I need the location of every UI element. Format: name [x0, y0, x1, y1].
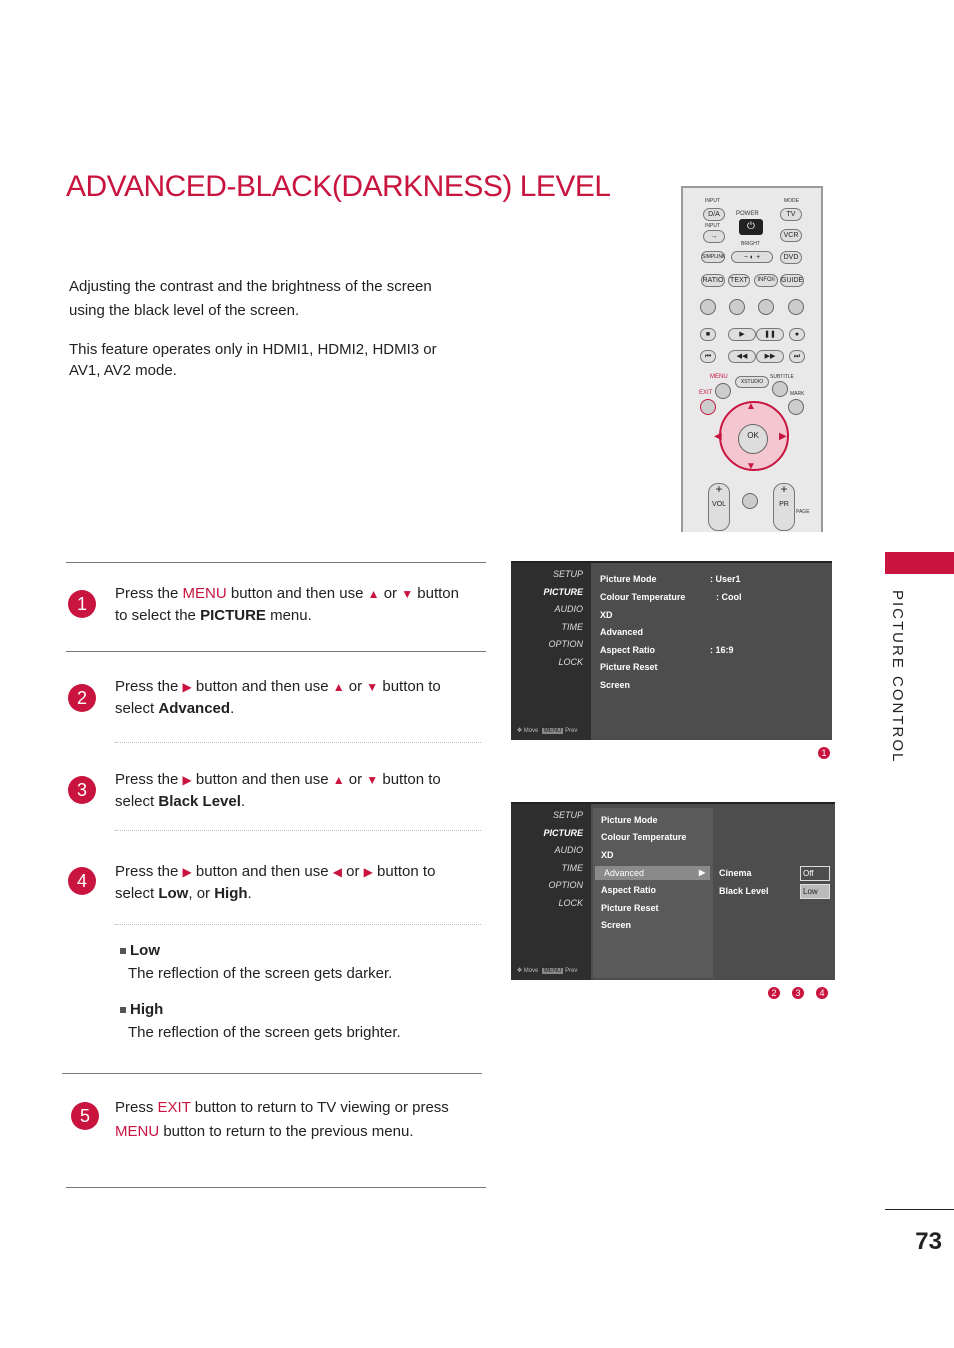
- remote-ok-button: OK: [738, 424, 768, 454]
- remote-ratio-button: RATIO: [701, 274, 725, 287]
- menu-button-round: [715, 383, 731, 399]
- picture-keyword: PICTURE: [200, 607, 266, 624]
- power-icon: ⏻: [739, 219, 763, 235]
- right-arrow-icon: ▶: [363, 865, 373, 879]
- option-low-desc: The reflection of the screen gets darker.: [128, 965, 393, 982]
- step-number-badge: 2: [68, 684, 96, 712]
- remote-page-label: PAGE: [796, 509, 810, 515]
- divider: [66, 1187, 486, 1188]
- up-arrow-icon: ▲: [332, 773, 345, 787]
- osd-row-label: XD: [601, 850, 614, 860]
- menu-keyword: MENU: [115, 1123, 160, 1140]
- osd-row-label: Aspect Ratio: [600, 645, 656, 655]
- right-arrow-icon: ▶: [182, 680, 192, 694]
- osd-row-label: Picture Mode: [600, 574, 657, 584]
- step-4-text: Press the ▶ button and then use ◀ or ▶ button to select Low, or High.: [115, 863, 436, 902]
- right-arrow-icon: ▶: [182, 865, 192, 879]
- up-arrow-icon: ▲: [367, 587, 380, 601]
- intro-line: Adjusting the contrast and the brightness of the screen: [69, 278, 432, 295]
- osd-side-item: AUDIO: [554, 845, 583, 855]
- osd-side-item: SETUP: [552, 810, 583, 820]
- osd-footer: ✥ Move MENU Prev: [517, 728, 578, 734]
- page-number-rule: [885, 1209, 954, 1210]
- rewind-icon: ◀◀: [728, 350, 756, 363]
- subtitle-button-round: [772, 381, 788, 397]
- osd-footer: ✥ Move MENU Prev: [517, 968, 578, 974]
- program-rocker: + PR: [773, 483, 795, 531]
- page-number: 73: [915, 1228, 942, 1255]
- osd-row-label: Colour Temperature: [600, 592, 686, 602]
- bullet-square-icon: [120, 948, 126, 954]
- osd-sidebar: [511, 563, 591, 740]
- intro-line: This feature operates only in HDMI1, HDMI2, HDMI3 or: [69, 341, 437, 358]
- remote-subtitle-label: SUBTITLE: [770, 374, 794, 380]
- section-tab: [885, 552, 954, 574]
- osd-row-label: Advanced: [600, 627, 644, 637]
- exit-button-round: [700, 399, 716, 415]
- step-number-badge: 4: [68, 867, 96, 895]
- remote-info-button: INFO/i: [754, 274, 778, 287]
- menu-keyword: MENU: [182, 585, 227, 602]
- figure-marker: 1: [818, 747, 830, 759]
- high-keyword: High: [214, 885, 248, 902]
- up-arrow-icon: ▲: [746, 401, 756, 412]
- color-button: [700, 299, 716, 315]
- step-1-text: Press the MENU button and then use ▲ or ▼ button to select the PICTURE menu.: [115, 585, 459, 624]
- osd-side-item: OPTION: [548, 639, 583, 649]
- remote-control: [681, 186, 823, 532]
- option-high-title: High: [120, 1001, 163, 1018]
- osd-sub-label: Black Level: [719, 886, 769, 896]
- osd-advanced-menu: [511, 802, 835, 980]
- osd-row-label: Colour Temperature: [601, 832, 687, 842]
- osd-row-label: Screen: [600, 680, 631, 690]
- skip-forward-icon: ⏭: [789, 350, 805, 363]
- right-arrow-icon: ▶: [182, 773, 192, 787]
- divider: [66, 651, 486, 652]
- osd-side-item: SETUP: [552, 569, 583, 579]
- remote-tv-button: TV: [780, 208, 802, 221]
- osd-side-item: LOCK: [558, 657, 583, 667]
- osd-row-label: Aspect Ratio: [601, 885, 657, 895]
- color-button: [788, 299, 804, 315]
- osd-side-item: PICTURE: [543, 587, 583, 597]
- left-arrow-icon: ◀: [714, 431, 722, 442]
- divider: [62, 1073, 482, 1074]
- osd-side-item: LOCK: [558, 898, 583, 908]
- osd-side-item: PICTURE: [543, 828, 583, 838]
- bullet-square-icon: [120, 1007, 126, 1013]
- osd-side-item: OPTION: [548, 880, 583, 890]
- remote-simplink-button: SIMPLINK: [701, 251, 725, 263]
- black-level-value-box: Low: [800, 884, 830, 899]
- osd-row-label: Advanced: [604, 868, 645, 878]
- remote-da-button: D/A: [703, 208, 725, 221]
- remote-exit-label: EXIT: [699, 390, 713, 396]
- step-2-text: Press the ▶ button and then use ▲ or ▼ button to select Advanced.: [115, 678, 441, 717]
- down-arrow-icon: ▼: [366, 680, 379, 694]
- color-button: [758, 299, 774, 315]
- intro-line: using the black level of the screen.: [69, 302, 300, 319]
- option-high-desc: The reflection of the screen gets brighter.: [128, 1024, 401, 1041]
- stop-icon: ■: [700, 328, 716, 341]
- fast-forward-icon: ▶▶: [756, 350, 784, 363]
- step-number-badge: 1: [68, 590, 96, 618]
- figure-marker: 4: [816, 987, 828, 999]
- remote-xstudio-button: XSTUDIO: [735, 376, 769, 388]
- dotted-divider: [115, 742, 481, 743]
- section-label: PICTURE CONTROL: [889, 590, 906, 764]
- down-arrow-icon: ▼: [746, 461, 756, 472]
- black-level-keyword: Black Level: [158, 793, 241, 810]
- osd-row-value: : 16:9: [710, 645, 734, 655]
- volume-rocker: + VOL: [708, 483, 730, 531]
- color-button: [729, 299, 745, 315]
- pause-icon: ❚❚: [756, 328, 784, 341]
- osd-side-item: TIME: [561, 863, 583, 873]
- intro-line: AV1, AV2 mode.: [69, 362, 177, 379]
- remote-input-label: INPUT: [705, 198, 720, 204]
- exit-keyword: EXIT: [157, 1099, 191, 1116]
- right-arrow-icon: ▶: [779, 431, 787, 442]
- osd-row-label: Screen: [601, 920, 632, 930]
- remote-input2-label: INPUT: [705, 223, 720, 229]
- advanced-keyword: Advanced: [158, 700, 231, 717]
- osd-row-value: : User1: [710, 574, 741, 584]
- cinema-value-box: Off: [800, 866, 830, 881]
- remote-menu-label: MENU: [710, 374, 728, 380]
- step-3-text: Press the ▶ button and then use ▲ or ▼ button to select Black Level.: [115, 771, 441, 810]
- figure-marker: 2: [768, 987, 780, 999]
- step-number-badge: 3: [68, 776, 96, 804]
- down-arrow-icon: ▼: [366, 773, 379, 787]
- figure-marker: 3: [792, 987, 804, 999]
- osd-sub-label: Cinema: [719, 868, 752, 878]
- remote-dvd-button: DVD: [780, 251, 802, 264]
- divider: [66, 562, 486, 563]
- submenu-arrow-icon: ▶: [699, 868, 706, 877]
- intro-paragraph-2: [69, 339, 489, 381]
- remote-mark-label: MARK: [790, 391, 805, 397]
- osd-row-label: Picture Reset: [601, 903, 659, 913]
- brightness-rocker: − ◐ +: [731, 251, 773, 263]
- osd-row-value: : Cool: [716, 592, 742, 602]
- remote-vcr-button: VCR: [780, 229, 802, 242]
- intro-paragraph-1: [69, 275, 489, 323]
- osd-sidebar: [511, 804, 591, 980]
- low-keyword: Low: [158, 885, 189, 902]
- dotted-divider: [115, 830, 481, 831]
- up-arrow-icon: ▲: [332, 680, 345, 694]
- input-arrow-icon: →: [703, 230, 725, 243]
- remote-power-label: POWER: [736, 211, 759, 217]
- left-arrow-icon: ◀: [332, 865, 342, 879]
- remote-text-button: TEXT: [728, 274, 750, 287]
- dotted-divider: [115, 924, 481, 925]
- osd-picture-menu: [511, 561, 832, 740]
- qview-button: [742, 493, 758, 509]
- play-icon: ▶: [728, 328, 756, 341]
- remote-mode-label: MODE: [784, 198, 799, 204]
- page-title: ADVANCED-BLACK(DARKNESS) LEVEL: [66, 170, 611, 203]
- osd-row-label: Picture Reset: [600, 662, 658, 672]
- down-arrow-icon: ▼: [401, 587, 414, 601]
- osd-side-item: TIME: [561, 622, 583, 632]
- record-icon: ●: [789, 328, 805, 341]
- mark-button-round: [788, 399, 804, 415]
- step-number-badge: 5: [71, 1102, 99, 1130]
- remote-guide-button: GUIDE: [780, 274, 804, 287]
- osd-side-item: AUDIO: [554, 604, 583, 614]
- step-5-text: Press EXIT button to return to TV viewing or press MENU button to return to the previous menu.: [115, 1099, 449, 1140]
- remote-bright-label: BRIGHT: [741, 241, 760, 247]
- osd-row-label: Picture Mode: [601, 815, 658, 825]
- skip-back-icon: ⏮: [700, 350, 716, 363]
- option-low-title: Low: [120, 942, 160, 959]
- osd-row-label: XD: [600, 610, 613, 620]
